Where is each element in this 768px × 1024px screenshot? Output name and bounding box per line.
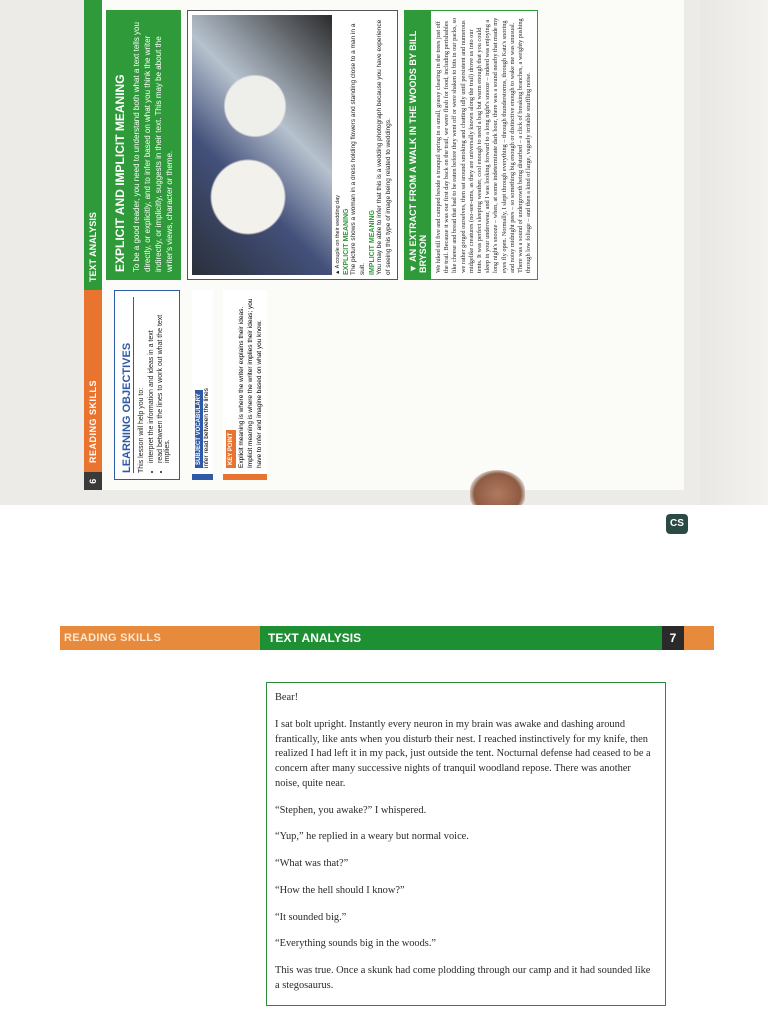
- section-label: READING SKILLS: [64, 632, 162, 644]
- topic-band: [260, 626, 662, 650]
- section-label: READING SKILLS: [88, 379, 98, 463]
- extract-text: We hiked till five and camped beside a tranquil spring in a small, grassy clearing in the trees just off the trail. Because it was our first day back on the trail, we were flush for food, including perishables like cheese and bread that had to be eaten before they went off or were shaken to bits in our packs, so we rather gorged ourselves, then sat around smoking and chatting idly until persistent and numerous midgelike creatures (no-see-ums, as they are universally known along the trail) drove us into our tents. It was perfect sleeping weather, cool enough to need a bag but warm enough that you could sleep in your underwear, and I was looking forward to a long night's snooze – indeed was enjoying a long night's snooze – when, at some indeterminate dark hour, there was a sound nearby that made my eyes fly open. Normally, I slept through everything – through thunderstorms, through Katz's snoring and noisy midnight pees – so something big enough or distinctive enough to wake me was unusual. There was a sound of undergrowth being disturbed – a click of breaking branches, a weighty pushing through low foliage – and then a kind of large, vaguely irritable snuffling noise.: [435, 17, 533, 273]
- learning-objectives-intro: This lesson will help you to:: [138, 387, 145, 473]
- story-paragraph: This was true. Once a skunk had come plodding through our camp and it had sounded like a stegosaurus.: [275, 965, 651, 991]
- section-band: [60, 626, 260, 650]
- extract-continuation-box: [266, 682, 666, 1006]
- extract-title: ▼ AN EXTRACT FROM A WALK IN THE WOODS BY BILL BRYSON: [405, 11, 431, 279]
- page-7: [0, 620, 768, 1024]
- subject-vocabulary-box: [192, 290, 213, 480]
- implicit-heading: IMPLICIT MEANING: [369, 210, 377, 275]
- learning-objectives-list: [148, 297, 171, 473]
- subject-vocabulary-label: SUBJECT VOCABULARY: [195, 390, 203, 468]
- page-number: 6: [84, 472, 102, 490]
- wedding-photo: [192, 15, 332, 275]
- story-paragraph: “Yup,” he replied in a weary but normal voice.: [275, 831, 469, 843]
- subject-vocabulary-text: infer read between the lines: [203, 388, 210, 468]
- key-point-box: [223, 290, 267, 480]
- page-number: 7: [662, 626, 684, 650]
- explicit-heading: EXPLICIT MEANING: [343, 208, 351, 275]
- page-edge-shadow: [700, 0, 768, 505]
- story-paragraph: “It sounded big.”: [275, 911, 347, 923]
- learning-objectives-title: LEARNING OBJECTIVES: [121, 297, 134, 473]
- list-item: • read between the lines to work out what the text implies.: [157, 297, 171, 463]
- camscanner-logo: CS: [666, 514, 688, 534]
- intro-box: [106, 10, 181, 280]
- story-paragraph: “How the hell should I know?”: [275, 884, 405, 896]
- extract-box: [404, 10, 538, 280]
- intro-text: To be a good reader, you need to understand both what a text tells you directly, or explicitly, and to infer based on what you think the writer indirectly, or implicitly, suggests in their text. This may be about the writer's views, character or theme.: [132, 22, 174, 272]
- page-6: [84, 0, 684, 490]
- key-point-text: Explicit meaning is where the writer explains their ideas. Implicit meaning is where the writer implies their ideas; you have to infer and imagine based on what you know.: [238, 298, 263, 468]
- story-paragraph: “Everything sounds big in the woods.”: [275, 938, 437, 950]
- left-column: [114, 290, 267, 480]
- thumb-shadow: [470, 470, 525, 505]
- topic-label: TEXT ANALYSIS: [268, 631, 362, 645]
- photo-caption: ▲ A couple on their wedding day: [335, 194, 342, 275]
- band-tail: [684, 626, 714, 650]
- topic-band: [84, 0, 102, 290]
- story-paragraph: “What was that?”: [275, 858, 349, 870]
- right-column: [106, 10, 538, 280]
- story-paragraph: I sat bolt upright. Instantly every neuron in my brain was awake and dashing around frantically, like ants when you disturb their nest. I reached instinctively for my knife, then realized I had left it in my pack, just outside the tent. Nocturnal defense had ceased to be a concern after many successive nights of tranquil woodland repose. There was another noise, quite near.: [275, 718, 651, 789]
- implicit-text: You may be able to infer that this is a wedding photograph because you have experience of seeing this type of image being related to weddings.: [376, 19, 392, 275]
- topic-label: TEXT ANALYSIS: [88, 212, 98, 282]
- section-title: EXPLICIT AND IMPLICIT MEANING: [113, 74, 127, 272]
- photo-box: [187, 10, 398, 280]
- explicit-text: The picture shows a woman in a dress holding flowers and standing close to a man in a suit.: [350, 23, 366, 275]
- list-item: • interpret the information and ideas in a text: [148, 297, 155, 463]
- story-paragraph: “Stephen, you awake?” I whispered.: [275, 804, 427, 816]
- rotated-page-6: [84, 0, 684, 490]
- key-point-label: KEY POINT: [226, 430, 236, 468]
- top-scan: [0, 0, 768, 505]
- story-heading: Bear!: [275, 692, 299, 703]
- section-band: [84, 290, 102, 490]
- learning-objectives-box: [114, 290, 180, 480]
